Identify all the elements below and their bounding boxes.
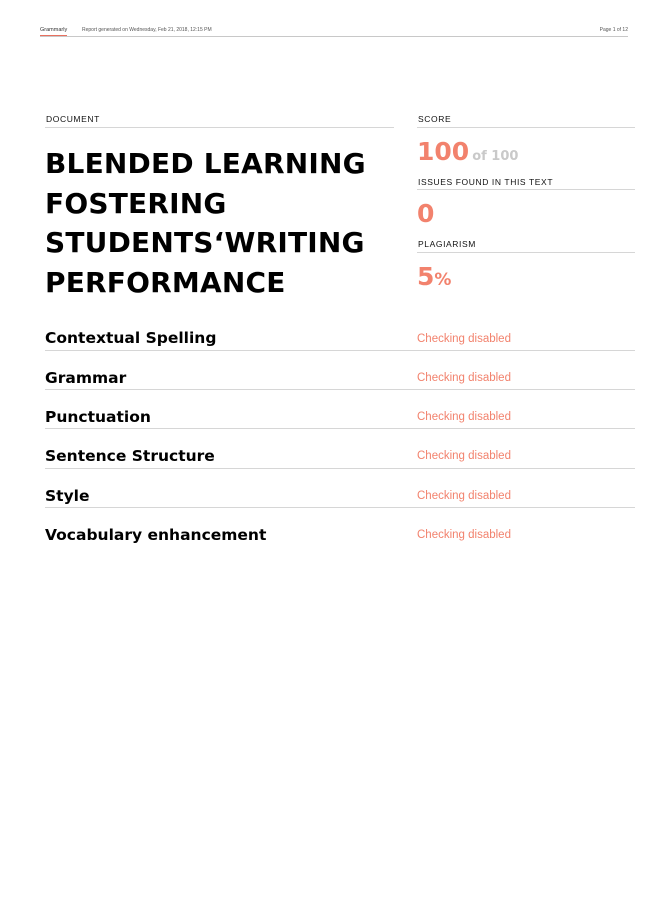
category-name: Vocabulary enhancement — [45, 526, 267, 544]
category-name: Sentence Structure — [45, 447, 215, 465]
brand-logo-text: Grammarly — [40, 27, 67, 36]
category-status: Checking disabled — [417, 529, 511, 541]
report-header — [40, 27, 628, 37]
score-number: 100 — [417, 137, 470, 166]
issues-value: 0 — [417, 199, 435, 228]
category-divider — [45, 468, 635, 469]
score-label: SCORE — [418, 114, 452, 124]
category-name: Punctuation — [45, 408, 151, 426]
category-status: Checking disabled — [417, 490, 511, 502]
document-label: DOCUMENT — [46, 114, 100, 124]
page-number: Page 1 of 12 — [599, 27, 628, 33]
category-status: Checking disabled — [417, 372, 511, 384]
category-status: Checking disabled — [417, 411, 511, 423]
category-name: Style — [45, 487, 90, 505]
category-divider — [45, 350, 635, 351]
score-total: of 100 — [472, 149, 519, 164]
document-title: BLENDED LEARNING FOSTERING STUDENTS‘WRITING PERFORMANCE — [45, 147, 366, 299]
plagiarism-value — [417, 262, 451, 295]
plagiarism-divider — [417, 252, 635, 253]
document-divider — [45, 127, 394, 128]
category-status: Checking disabled — [417, 333, 511, 345]
category-divider — [45, 507, 635, 508]
category-name: Contextual Spelling — [45, 329, 217, 347]
issues-divider — [417, 189, 635, 190]
score-value — [417, 137, 518, 172]
score-divider — [417, 127, 635, 128]
plagiarism-label: PLAGIARISM — [418, 239, 476, 249]
category-status: Checking disabled — [417, 450, 511, 462]
report-generated-text: Report generated on Wednesday, Feb 21, 2018, 12:15 PM — [82, 27, 212, 33]
plagiarism-number: 5 — [417, 262, 435, 291]
category-name: Grammar — [45, 369, 127, 387]
plagiarism-unit: % — [434, 270, 452, 290]
category-divider — [45, 428, 635, 429]
category-divider — [45, 389, 635, 390]
issues-label: ISSUES FOUND IN THIS TEXT — [418, 177, 554, 187]
